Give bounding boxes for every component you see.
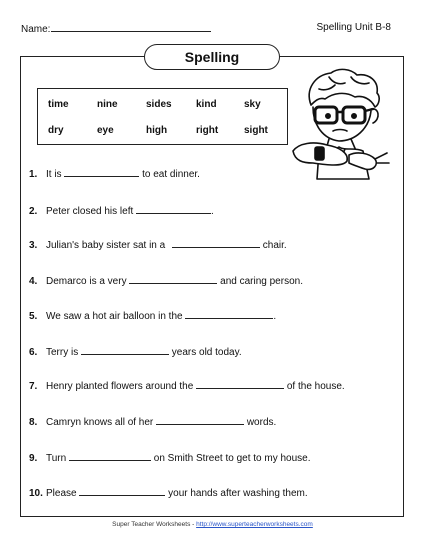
word-bank bbox=[37, 88, 288, 145]
answer-blank[interactable] bbox=[136, 205, 211, 214]
question-number: 6. bbox=[29, 347, 38, 358]
word-bank-item: time bbox=[48, 99, 69, 110]
question-text: on Smith Street to get to my house. bbox=[153, 453, 311, 464]
word-bank-item: nine bbox=[97, 99, 118, 110]
question-text: of the house. bbox=[286, 381, 345, 392]
answer-blank[interactable] bbox=[172, 239, 260, 248]
boy-checking-watch-illustration bbox=[289, 67, 399, 180]
question-text: Henry planted flowers around the bbox=[46, 381, 194, 392]
answer-blank[interactable] bbox=[129, 275, 217, 284]
question-text: Peter closed his left bbox=[46, 206, 134, 217]
answer-blank[interactable] bbox=[81, 346, 169, 355]
name-label: Name: bbox=[21, 24, 51, 35]
question-number: 1. bbox=[29, 169, 38, 180]
question-text: Please bbox=[46, 488, 77, 499]
question-number: 10. bbox=[29, 488, 43, 499]
question-text: to eat dinner. bbox=[142, 169, 200, 180]
question-3 bbox=[29, 239, 287, 251]
question-number: 4. bbox=[29, 276, 38, 287]
question-7 bbox=[29, 380, 345, 392]
word-bank-item: high bbox=[146, 125, 168, 136]
question-number: 8. bbox=[29, 417, 38, 428]
answer-blank[interactable] bbox=[69, 452, 151, 461]
question-1 bbox=[29, 168, 200, 180]
question-text: years old today. bbox=[171, 347, 242, 358]
question-10 bbox=[29, 487, 308, 499]
answer-blank[interactable] bbox=[79, 487, 165, 496]
word-bank-item: right bbox=[196, 125, 219, 136]
answer-blank[interactable] bbox=[196, 380, 284, 389]
question-text: We saw a hot air balloon in the bbox=[46, 311, 183, 322]
question-8 bbox=[29, 416, 276, 428]
question-number: 3. bbox=[29, 240, 38, 251]
word-bank-item: eye bbox=[97, 125, 114, 136]
question-number: 2. bbox=[29, 206, 38, 217]
word-bank-item: sky bbox=[244, 99, 261, 110]
question-text: and caring person. bbox=[220, 276, 303, 287]
question-number: 5. bbox=[29, 311, 38, 322]
question-text: It is bbox=[46, 169, 62, 180]
answer-blank[interactable] bbox=[64, 168, 139, 177]
name-row bbox=[21, 22, 211, 35]
question-9 bbox=[29, 452, 311, 464]
question-text: Demarco is a very bbox=[46, 276, 127, 287]
question-5 bbox=[29, 310, 276, 322]
question-text: . bbox=[273, 311, 277, 322]
question-text: Terry is bbox=[46, 347, 79, 358]
question-text: your hands after washing them. bbox=[168, 488, 308, 499]
word-bank-item: sight bbox=[244, 125, 268, 136]
footer-link[interactable]: http://www.superteacherworksheets.com bbox=[196, 521, 313, 528]
word-bank-item: kind bbox=[196, 99, 217, 110]
worksheet-title: Spelling bbox=[144, 44, 280, 70]
answer-blank[interactable] bbox=[156, 416, 244, 425]
answer-blank[interactable] bbox=[185, 310, 273, 319]
question-text: Turn bbox=[46, 453, 67, 464]
question-text: Camryn knows all of her bbox=[46, 417, 154, 428]
question-4 bbox=[29, 275, 303, 287]
name-blank[interactable] bbox=[51, 22, 211, 32]
word-bank-item: sides bbox=[146, 99, 172, 110]
footer bbox=[0, 521, 425, 528]
unit-label: Spelling Unit B-8 bbox=[316, 22, 391, 33]
question-2 bbox=[29, 205, 214, 217]
question-number: 9. bbox=[29, 453, 38, 464]
question-text: Julian's baby sister sat in a bbox=[46, 240, 166, 251]
question-text: . bbox=[211, 206, 214, 217]
question-number: 7. bbox=[29, 381, 38, 392]
footer-text: Super Teacher Worksheets - bbox=[112, 521, 197, 528]
word-bank-item: dry bbox=[48, 125, 64, 136]
question-6 bbox=[29, 346, 242, 358]
question-text: chair. bbox=[262, 240, 287, 251]
question-text: words. bbox=[246, 417, 277, 428]
